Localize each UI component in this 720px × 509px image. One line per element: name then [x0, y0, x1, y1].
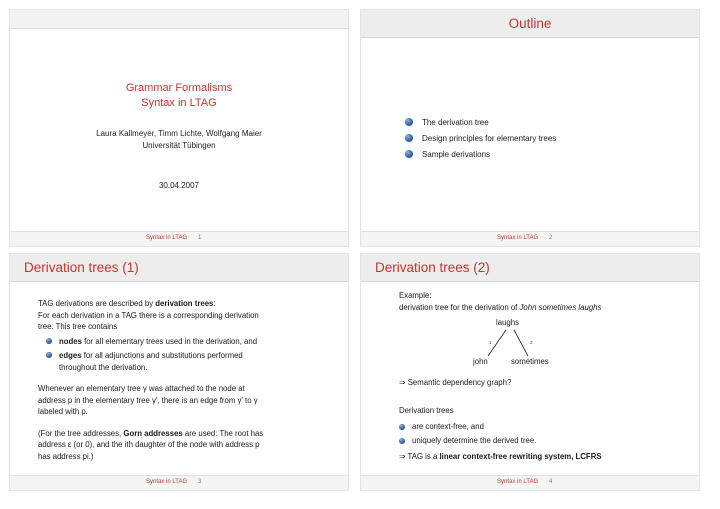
slide-title-bar: Derivation trees (1)	[10, 254, 348, 282]
paragraph	[399, 302, 689, 314]
slide-title	[9, 9, 349, 247]
outline-item-label: Design principles for elementary trees	[422, 133, 557, 143]
text: For each derivation in a TAG there is a corresponding derivation	[38, 310, 259, 320]
keyword: linear context-free rewriting system, LCFRS	[439, 452, 602, 461]
outline-item-label: Sample derivations	[422, 149, 491, 159]
text: tree. This tree contains	[38, 322, 118, 331]
date: 30.04.2007	[158, 181, 200, 190]
slide-footer	[10, 231, 348, 246]
text: (For the tree addresses,	[38, 428, 124, 438]
slide-header-bar	[10, 10, 348, 29]
text: for all elementary trees used in the derivation, and	[81, 336, 258, 346]
text: are used: The root has	[182, 428, 264, 438]
bullet-ball-icon	[399, 438, 405, 444]
text: throughout the derivation.	[59, 362, 148, 372]
page-number: 4	[549, 479, 553, 485]
outline-item	[405, 114, 556, 130]
keyword: nodes	[59, 336, 82, 346]
tree-root-node: laughs	[496, 318, 519, 327]
bullet-ball-icon	[405, 134, 413, 142]
footer-title: Syntax in LTAG	[497, 235, 539, 241]
outline-item	[405, 130, 556, 146]
bullet-item	[46, 336, 338, 348]
slide-footer	[361, 231, 699, 246]
text: :	[213, 299, 216, 308]
text: Example:	[399, 291, 432, 300]
text: Whenever an elementary tree γ was attached to the node at	[38, 384, 245, 393]
text: are context-free, and	[412, 422, 484, 431]
footer-title: Syntax in LTAG	[146, 235, 188, 241]
presentation-title: Grammar Formalisms	[125, 82, 233, 94]
paragraph	[38, 298, 338, 310]
text: derivation tree for the derivation of	[399, 302, 520, 312]
slide-body	[399, 290, 689, 313]
outline-item-label: The derivation tree	[422, 117, 489, 127]
footer-title: Syntax in LTAG	[497, 479, 539, 485]
page-number: 3	[198, 479, 202, 485]
bullet-item	[399, 422, 536, 431]
text: uniquely determine the derived tree.	[412, 436, 537, 445]
bullet-ball-icon	[46, 352, 52, 358]
outline-item	[405, 146, 556, 162]
authors: Laura Kallmeyer, Timm Lichte, Wolfgang Maier	[96, 129, 262, 138]
example-sentence: John sometimes laughs	[519, 302, 602, 312]
slide-derivation-trees-1	[9, 253, 349, 491]
conclusion	[399, 452, 602, 461]
edge-label: 2	[530, 340, 533, 345]
derivation-tree	[456, 318, 566, 368]
page-number: 2	[549, 235, 553, 241]
text: address p in the elementary tree γ′, there is an edge from γ′ to γ	[38, 395, 258, 405]
text: has address pi.)	[38, 451, 94, 461]
slide-derivation-trees-2	[360, 253, 700, 491]
semantic-note: ⇒ Semantic dependency graph?	[399, 378, 512, 387]
slide-outline	[360, 9, 700, 247]
text: ⇒ TAG is a	[399, 452, 440, 461]
slide-title-bar: Outline	[361, 10, 699, 38]
presentation-subtitle: Syntax in LTAG	[141, 97, 217, 109]
keyword: edges	[59, 351, 82, 360]
slide-body	[38, 298, 338, 462]
slide-footer	[361, 475, 699, 490]
text: Derivation trees	[399, 406, 454, 415]
bullet-ball-icon	[46, 338, 52, 344]
text: TAG derivations are described by	[38, 299, 156, 308]
outline-list	[405, 114, 556, 162]
slide-title-bar: Derivation trees (2)	[361, 254, 699, 282]
text: labeled with p.	[38, 407, 88, 416]
keyword: derivation trees	[155, 299, 214, 308]
bullet-item	[46, 350, 338, 373]
slide-footer	[10, 475, 348, 490]
paragraph	[38, 428, 338, 440]
edge-label: 1	[489, 340, 492, 345]
bullet-ball-icon	[405, 150, 413, 158]
bullet-ball-icon	[405, 118, 413, 126]
keyword: Gorn addresses	[123, 428, 183, 438]
text: for all adjunctions and substitutions performed	[81, 351, 243, 360]
text: address ε (or 0), and the ith daughter of the node with address p	[38, 440, 260, 449]
tree-node: sometimes	[511, 357, 549, 366]
footer-title: Syntax in LTAG	[146, 479, 188, 485]
bullet-item	[399, 436, 536, 445]
bullet-ball-icon	[399, 424, 405, 430]
bullet-list	[399, 422, 536, 450]
university: Universität Tübingen	[142, 141, 216, 150]
page-number: 1	[198, 235, 202, 241]
tree-node: john	[473, 357, 488, 366]
